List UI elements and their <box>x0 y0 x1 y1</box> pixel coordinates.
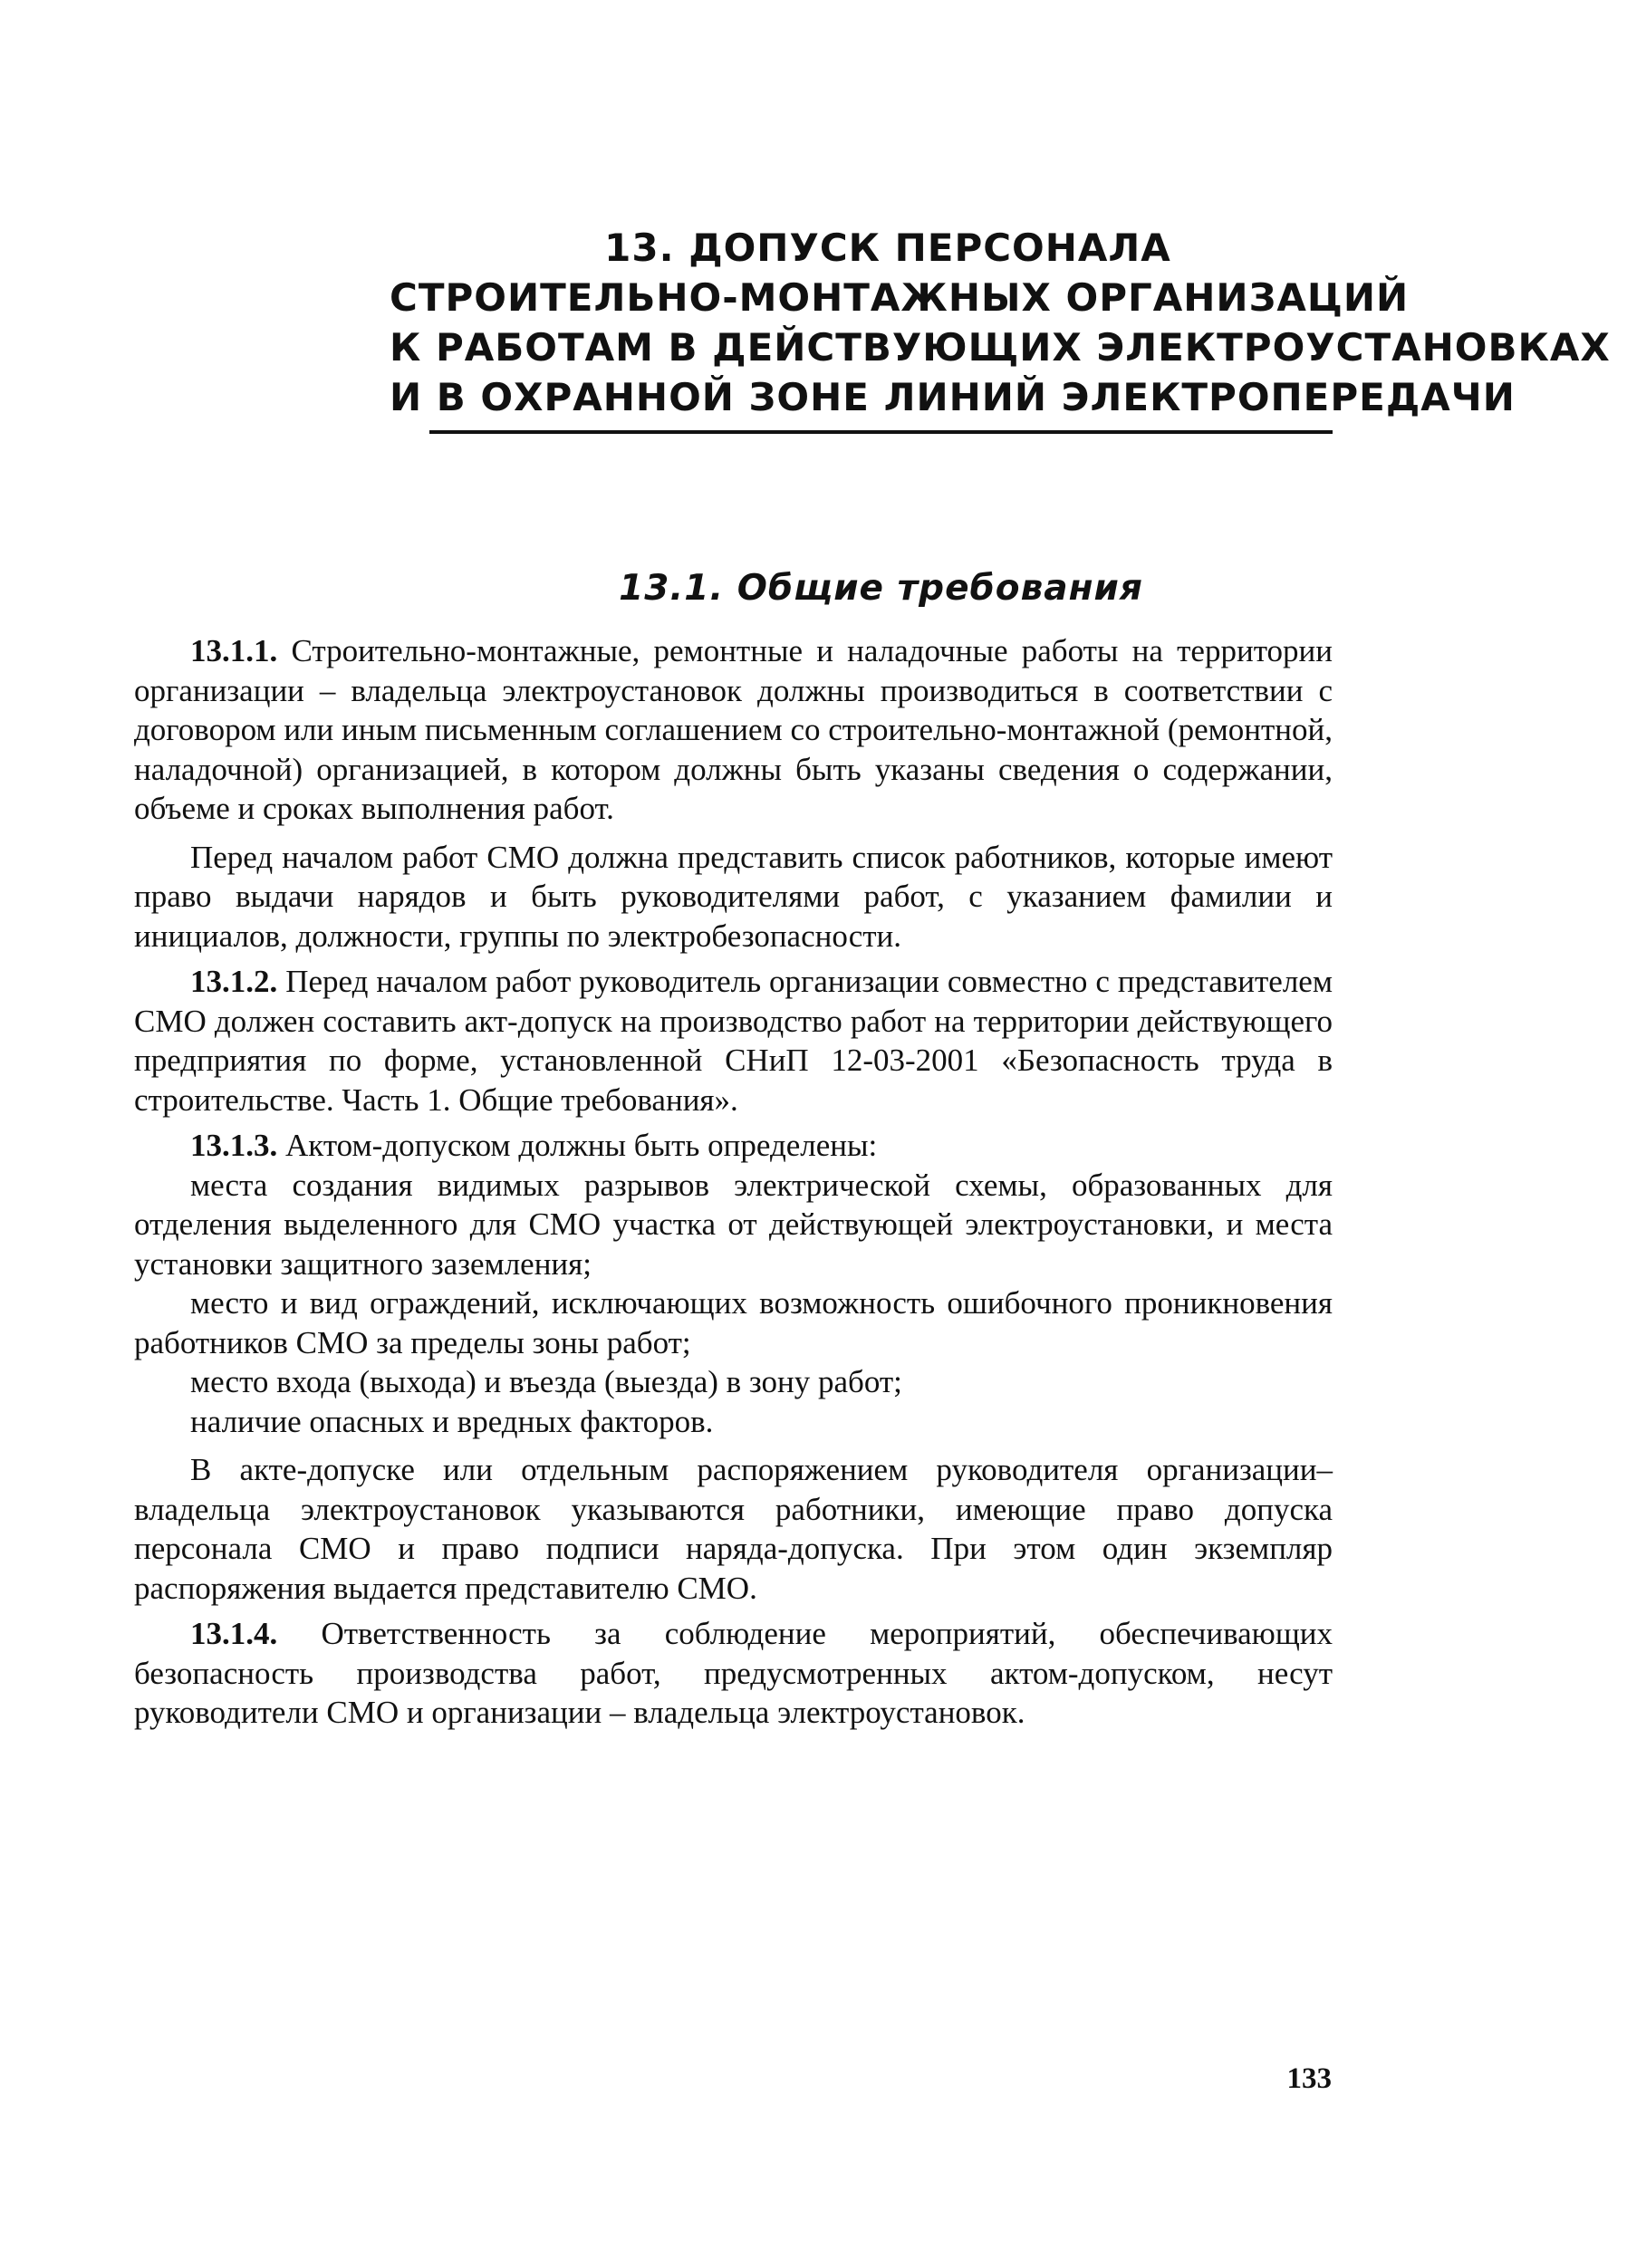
paragraph-text: Актом-допуском должны быть определены: <box>285 1128 878 1163</box>
clause-number: 13.1.1. <box>190 633 278 668</box>
chapter-title-line: И В ОХРАННОЙ ЗОНЕ ЛИНИЙ ЭЛЕКТРОПЕРЕДАЧИ <box>390 375 1516 419</box>
paragraph-text: Перед началом работ руководитель организации совместно с представителем СМО должен составить акт-допуск на производство работ на территории действующего предприятия по форме, установленной СНиП 12-03-2001 «Безопасность труда в строительстве. Часть 1. Общие требования». <box>134 964 1333 1118</box>
list-item <box>134 1362 1333 1402</box>
list-item <box>134 1402 1333 1442</box>
section-title: 13.1. Общие требования <box>619 568 1143 609</box>
paragraph-13-1-2 <box>134 962 1333 1120</box>
chapter-title-line: К РАБОТАМ В ДЕЙСТВУЮЩИХ ЭЛЕКТРОУСТАНОВКАХ <box>390 325 1611 370</box>
clause-number: 13.1.2. <box>190 964 278 999</box>
list-item <box>134 1283 1333 1362</box>
paragraph-13-1-4 <box>134 1614 1333 1733</box>
clause-number: 13.1.3. <box>190 1128 278 1163</box>
chapter-title-line: 13. ДОПУСК ПЕРСОНАЛА <box>604 226 1171 270</box>
paragraph <box>134 1450 1333 1608</box>
paragraph-text: место входа (выхода) и въезда (выезда) в зону работ; <box>190 1364 902 1399</box>
paragraph-text: наличие опасных и вредных факторов. <box>190 1403 714 1439</box>
title-divider <box>429 430 1333 434</box>
page-number: 133 <box>1286 2062 1332 2095</box>
paragraph-text: Строительно-монтажные, ремонтные и наладочные работы на территории организации – владельца электроустановок должны производиться в соответствии с договором или иным письменным соглашением со строительно-монтажной (ремонтной, наладочной) организацией, в котором должны быть указаны сведения о содержании, объеме и сроках выполнения работ. <box>134 633 1333 826</box>
paragraph-13-1-1 <box>134 631 1333 829</box>
paragraph-text: место и вид ограждений, исключающих возможность ошибочного проникновения работников СМО за пределы зоны работ; <box>134 1285 1333 1360</box>
chapter-title <box>390 223 1611 422</box>
paragraph-text: Ответственность за соблюдение мероприятий, обеспечивающих безопасность производства работ, предусмотренных актом-допуском, несут руководители СМО и организации – владельца электроустановок. <box>134 1616 1333 1730</box>
paragraph <box>134 838 1333 956</box>
list-item <box>134 1166 1333 1284</box>
paragraph-text: В акте-допуске или отдельным распоряжением руководителя организации–владельца электроустановок указываются работники, имеющие право допуска персонала СМО и право подписи наряда-допуска. При этом один экземпляр распоряжения выдается представителю СМО. <box>134 1452 1333 1606</box>
body-text <box>134 631 1333 1733</box>
paragraph-text: места создания видимых разрывов электрической схемы, образованных для отделения выделенного для СМО участка от действующей электроустановки, и места установки защитного заземления; <box>134 1167 1333 1282</box>
paragraph-13-1-3 <box>134 1126 1333 1166</box>
chapter-title-line: СТРОИТЕЛЬНО-МОНТАЖНЫХ ОРГАНИЗАЦИЙ <box>390 275 1410 320</box>
clause-number: 13.1.4. <box>190 1616 278 1651</box>
paragraph-text: Перед началом работ СМО должна представить список работников, которые имеют право выдачи нарядов и быть руководителями работ, с указанием фамилии и инициалов, должности, группы по электробезопасности. <box>134 839 1333 954</box>
